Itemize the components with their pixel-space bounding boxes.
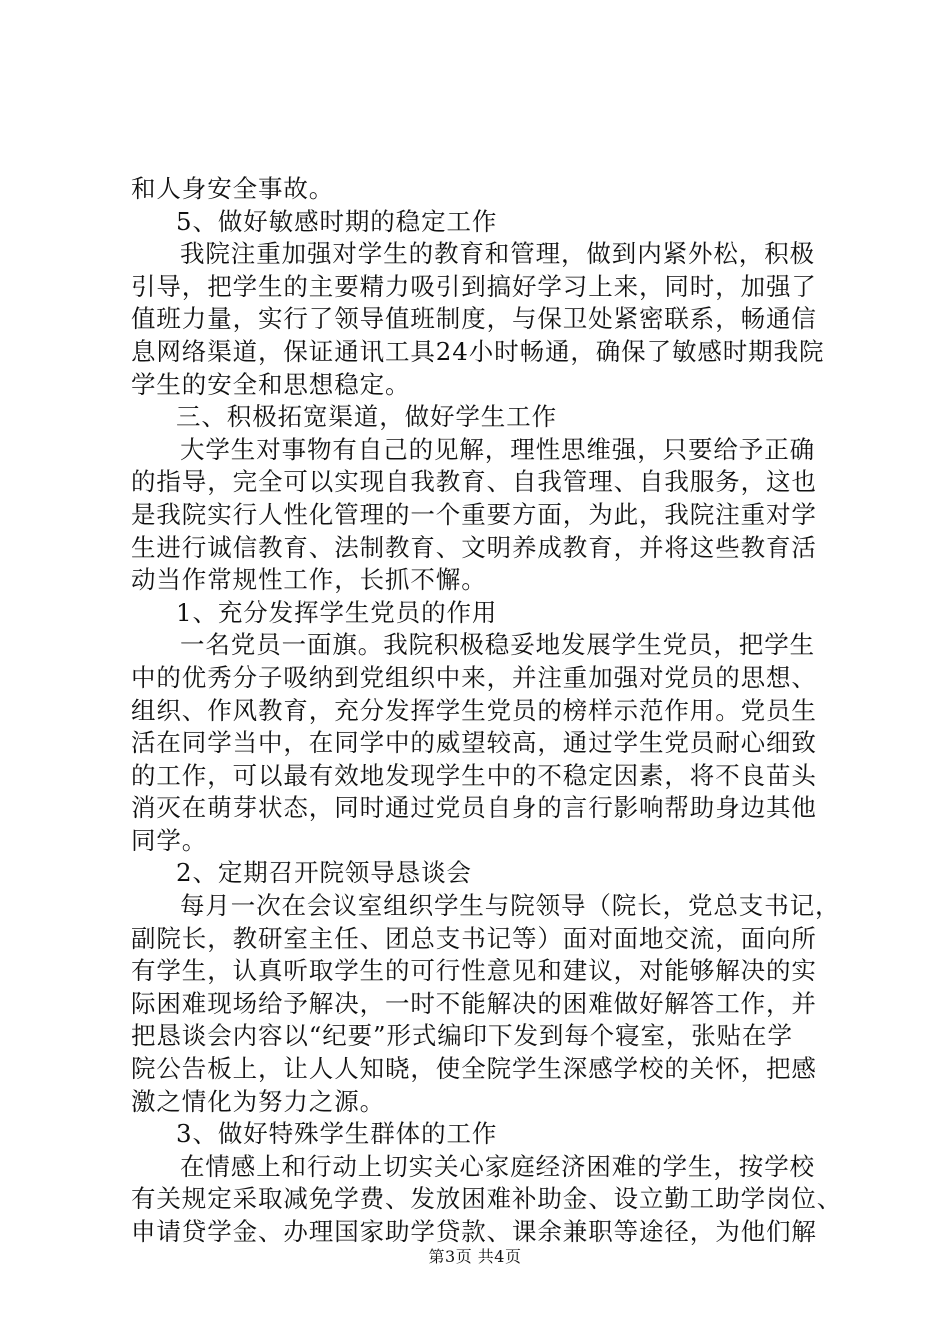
text-line: 消灭在萌芽状态，同时通过党员自身的言行影响帮助身边其他 — [131, 793, 817, 823]
text-line: 和人身安全事故。 — [131, 174, 335, 203]
text-line: 在情感上和行动上切实关心家庭经济困难的学生，按学校 — [180, 1151, 815, 1181]
document-body — [131, 173, 843, 1249]
text-line: 是我院实行人性化管理的一个重要方面，为此，我院注重对学 — [131, 499, 817, 529]
text-line: 激之情化为努力之源。 — [131, 1086, 385, 1116]
text-line: 每月一次在会议室组织学生与院领导（院长，党总支书记， — [180, 891, 841, 921]
text-line: 同学。 — [131, 825, 208, 855]
text-line: 院公告板上，让人人知晓，使全院学生深感学校的关怀，把感 — [131, 1054, 817, 1084]
section-heading: 三、积极拓宽渠道，做好学生工作 — [176, 402, 557, 432]
section-heading: 2、定期召开院领导恳谈会 — [176, 858, 472, 888]
text-line: 值班力量，实行了领导值班制度，与保卫处紧密联系，畅通信 — [131, 304, 817, 334]
text-line: 把恳谈会内容以“纪要”形式编印下发到每个寝室，张贴在学 — [131, 1021, 793, 1051]
text-line: 际困难现场给予解决，一时不能解决的困难做好解答工作，并 — [131, 988, 817, 1018]
text-line: 动当作常规性工作，长抓不懈。 — [131, 565, 487, 595]
text-line: 生进行诚信教育、法制教育、文明养成教育，并将这些教育活 — [131, 532, 817, 562]
text-line: 一名党员一面旗。我院积极稳妥地发展学生党员，把学生 — [180, 630, 815, 660]
text-line: 的指导，完全可以实现自我教育、自我管理、自我服务，这也 — [131, 467, 817, 497]
text-line: 有关规定采取减免学费、发放困难补助金、设立勤工助学岗位、 — [131, 1184, 843, 1214]
section-heading: 3、做好特殊学生群体的工作 — [176, 1119, 498, 1149]
text-line: 息网络渠道，保证通讯工具24小时畅通，确保了敏感时期我院 — [131, 336, 825, 366]
text-line: 大学生对事物有自己的见解，理性思维强，只要给予正确 — [180, 434, 815, 464]
text-line: 副院长，教研室主任、团总支书记等）面对面地交流，面向所 — [131, 923, 817, 953]
section-heading: 5、做好敏感时期的稳定工作 — [176, 206, 498, 236]
page-footer: 第3页 共4页 — [428, 1247, 522, 1266]
text-line: 引导，把学生的主要精力吸引到搞好学习上来，同时，加强了 — [131, 271, 817, 301]
text-line: 有学生，认真听取学生的可行性意见和建议，对能够解决的实 — [131, 956, 817, 986]
text-line: 活在同学当中，在同学中的威望较高，通过学生党员耐心细致 — [131, 728, 817, 758]
text-line: 我院注重加强对学生的教育和管理，做到内紧外松，积极 — [180, 239, 815, 269]
section-heading: 1、充分发挥学生党员的作用 — [176, 597, 498, 627]
text-line: 组织、作风教育，充分发挥学生党员的榜样示范作用。党员生 — [131, 695, 817, 725]
text-line: 的工作，可以最有效地发现学生中的不稳定因素，将不良苗头 — [131, 760, 817, 790]
text-line: 中的优秀分子吸纳到党组织中来，并注重加强对党员的思想、 — [131, 662, 817, 692]
text-line: 学生的安全和思想稳定。 — [131, 369, 411, 399]
text-line: 申请贷学金、办理国家助学贷款、课余兼职等途径，为他们解 — [131, 1217, 817, 1246]
